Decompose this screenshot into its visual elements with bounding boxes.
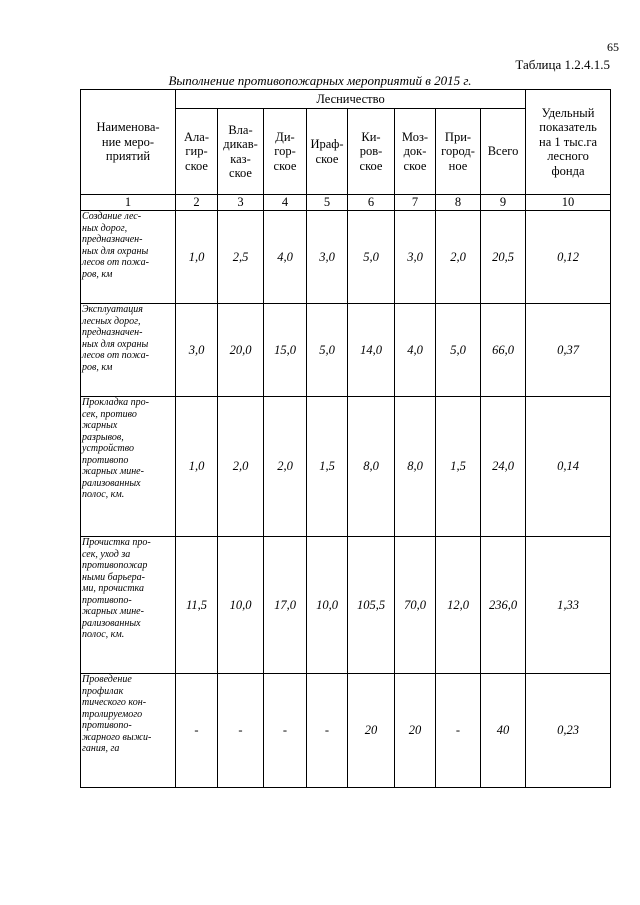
header-name-col: Наименова- ние меро- приятий <box>81 90 176 195</box>
table-cell: 5,0 <box>348 211 395 304</box>
measure-name: Прочистка про- сек, уход за противопожар ными барьера- ми, прочистка противопо- жарных мине- рализованных полос, км. <box>81 537 176 674</box>
table-cell: 20 <box>348 674 395 788</box>
table-caption: Выполнение противопожарных мероприятий в 2015 г. <box>168 73 472 88</box>
table-cell: 5,0 <box>307 304 348 397</box>
table-cell: 2,0 <box>218 397 264 537</box>
table-cell: - <box>307 674 348 788</box>
measure-name: Создание лес- ных дорог, предназначен- ных для охраны лесов от пожа- ров, км <box>81 211 176 304</box>
column-number: 9 <box>481 195 526 211</box>
column-number: 2 <box>176 195 218 211</box>
table-cell: 24,0 <box>481 397 526 537</box>
table-label: Таблица 1.2.4.1.5 <box>515 57 610 72</box>
column-number: 7 <box>395 195 436 211</box>
measure-name: Прокладка про- сек, противо жарных разрывов, устройство противопо жарных мине- рализованных полос, км. <box>81 397 176 537</box>
table-cell: 14,0 <box>348 304 395 397</box>
table-cell: 3,0 <box>176 304 218 397</box>
table-cell: 8,0 <box>348 397 395 537</box>
column-number: 3 <box>218 195 264 211</box>
table-row <box>81 674 611 788</box>
table-cell: 2,0 <box>436 211 481 304</box>
table-cell: - <box>218 674 264 788</box>
table-cell: 11,5 <box>176 537 218 674</box>
column-number-row <box>81 195 611 211</box>
measure-name: Проведение профилак тического кон- тролируемого противопо- жарного выжи- гания, га <box>81 674 176 788</box>
table-cell: 70,0 <box>395 537 436 674</box>
page-number: 65 <box>607 40 619 54</box>
table-cell: - <box>264 674 307 788</box>
table-cell: 0,14 <box>526 397 611 537</box>
measure-name: Эксплуатация лесных дорог, предназначен- ных для охраны лесов от пожа- ров, км <box>81 304 176 397</box>
table-row <box>81 537 611 674</box>
table-cell: 5,0 <box>436 304 481 397</box>
header-forestry: Моз- док- ское <box>395 109 436 195</box>
table-cell: - <box>436 674 481 788</box>
table-cell: 0,37 <box>526 304 611 397</box>
table-row <box>81 397 611 537</box>
column-number: 8 <box>436 195 481 211</box>
table-row <box>81 211 611 304</box>
table-cell: 12,0 <box>436 537 481 674</box>
table-cell: 8,0 <box>395 397 436 537</box>
table-row <box>81 304 611 397</box>
table-cell: 66,0 <box>481 304 526 397</box>
table-cell: 1,33 <box>526 537 611 674</box>
table-cell: 15,0 <box>264 304 307 397</box>
header-specific-indicator: Удельный показатель на 1 тыс.га лесного фонда <box>526 90 611 195</box>
table-cell: 0,23 <box>526 674 611 788</box>
fire-prevention-table <box>80 89 611 788</box>
table-cell: 1,5 <box>436 397 481 537</box>
table-cell: 3,0 <box>395 211 436 304</box>
header-forestry: При- город- ное <box>436 109 481 195</box>
table-cell: 4,0 <box>264 211 307 304</box>
table-cell: 2,5 <box>218 211 264 304</box>
table-cell: 105,5 <box>348 537 395 674</box>
table-cell: 1,0 <box>176 397 218 537</box>
table-cell: 236,0 <box>481 537 526 674</box>
header-forestry: Ираф- ское <box>307 109 348 195</box>
header-forestry: Ала- гир- ское <box>176 109 218 195</box>
table-cell: 0,12 <box>526 211 611 304</box>
table-cell: 3,0 <box>307 211 348 304</box>
header-forestry: Ди- гор- ское <box>264 109 307 195</box>
table-cell: 20,0 <box>218 304 264 397</box>
table-cell: 40 <box>481 674 526 788</box>
table-cell: 1,5 <box>307 397 348 537</box>
header-forestry: Ки- ров- ское <box>348 109 395 195</box>
column-number: 5 <box>307 195 348 211</box>
column-number: 4 <box>264 195 307 211</box>
table-cell: 20 <box>395 674 436 788</box>
table-cell: 10,0 <box>307 537 348 674</box>
column-number: 10 <box>526 195 611 211</box>
table-cell: 4,0 <box>395 304 436 397</box>
header-forestry-group: Лесничество <box>176 90 526 109</box>
table-cell: 10,0 <box>218 537 264 674</box>
column-number: 1 <box>81 195 176 211</box>
table-cell: 2,0 <box>264 397 307 537</box>
table-cell: 20,5 <box>481 211 526 304</box>
header-forestry: Всего <box>481 109 526 195</box>
table-cell: 1,0 <box>176 211 218 304</box>
column-number: 6 <box>348 195 395 211</box>
table-cell: - <box>176 674 218 788</box>
table-cell: 17,0 <box>264 537 307 674</box>
header-forestry: Вла- дикав- каз- ское <box>218 109 264 195</box>
